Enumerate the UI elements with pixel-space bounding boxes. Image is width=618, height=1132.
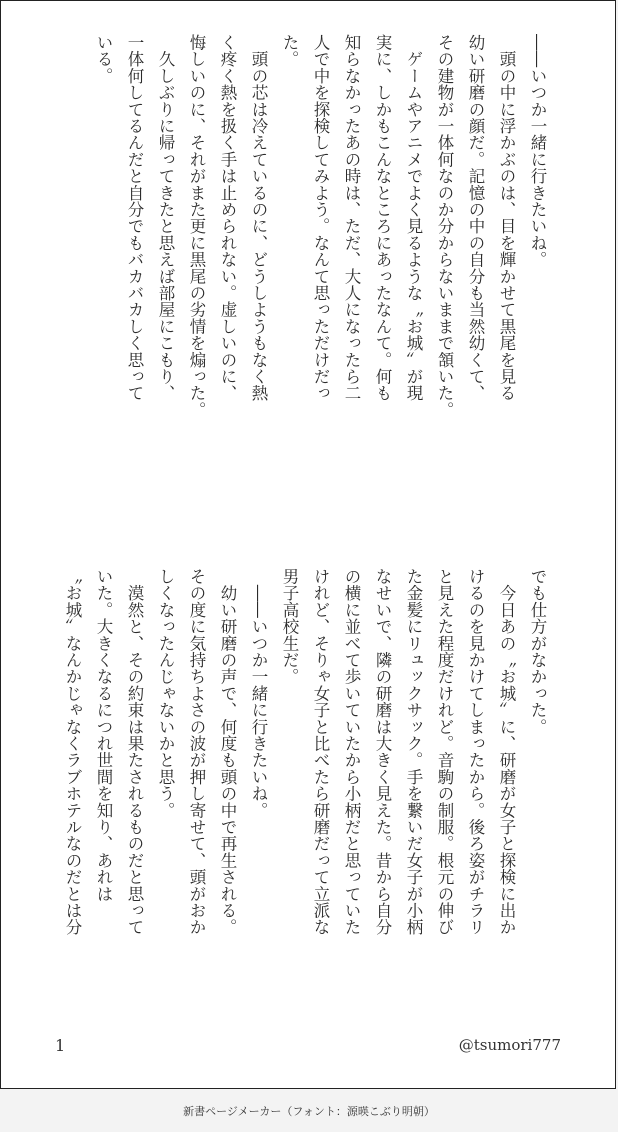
text-line: 人で中を探検してみよう。なんて思っただけだっ — [311, 34, 330, 402]
text-block-lower — [57, 568, 553, 1068]
text-line: 頭の芯は冷えているのに、どうしようもなく熱 — [249, 34, 268, 402]
text-line: 頭の中に浮かぶのは、目を輝かせて黒尾を見る — [497, 34, 516, 402]
text-line: 男子高校生だ。 — [280, 568, 299, 685]
text-line: 一体何してるんだと自分でもバカバカしく思って — [125, 34, 144, 402]
text-line: 悔しいのに、それがまた更に黒尾の劣情を煽った。 — [187, 34, 206, 419]
text-line: ゲームやアニメでよく見るような〝お城〟が現 — [404, 34, 423, 402]
text-line: いた。大きくなるにつれ世間を知り、あれは — [94, 568, 113, 902]
text-line: 久しぶりに帰ってきたと思えば部屋にこもり、 — [156, 34, 175, 402]
text-line: けれど、そりゃ女子と比べたら研磨だって立派な — [311, 568, 330, 936]
author-handle: @tsumori777 — [458, 1036, 561, 1054]
text-line: の横に並べて歩いていたから小柄だと思っていた — [342, 568, 361, 936]
text-line: 〝お城〟なんかじゃなくラブホテルなのだとは分 — [63, 568, 82, 936]
text-line: しくなったんじゃないかと思う。 — [156, 568, 175, 819]
text-line: 知らなかったあの時は、ただ、大人になったら二 — [342, 34, 361, 402]
text-line: 幼い研磨の声で、何度も頭の中で再生される。 — [218, 568, 237, 936]
text-line: けるのを見かけてしまったから。後ろ姿がチラリ — [466, 568, 485, 936]
text-line: なせいで、隣の研磨は大きく見えた。昔から自分 — [373, 568, 392, 936]
footer-credit: 新書ページメーカー（フォント：源暎こぶり明朝） — [183, 1105, 435, 1118]
text-line: た。 — [280, 34, 299, 68]
text-line: ――いつか一緒に行きたいね。 — [528, 34, 547, 268]
text-line: その建物が一体何なのか分からないままで頷いた。 — [435, 34, 454, 419]
text-line: 幼い研磨の顔だ。記憶の中の自分も当然幼くて、 — [466, 34, 485, 402]
text-line: 漠然と、その約束は果たされるものだと思って — [125, 568, 144, 936]
text-line: と見えた程度だけれど。音駒の制服。根元の伸び — [435, 568, 454, 936]
text-block-upper — [88, 34, 553, 534]
text-line: 実に、しかもこんなところにあったなんて。何も — [373, 34, 392, 402]
text-line: ――いつか一緒に行きたいね。 — [249, 568, 268, 819]
text-line: いる。 — [94, 34, 113, 85]
text-line: その度に気持ちよさの波が押し寄せて、頭がおか — [187, 568, 206, 936]
text-line: た金髪にリュックサック。手を繋いだ女子が小柄 — [404, 568, 423, 936]
text-line: く疼く熱を扱く手は止められない。虚しいのに、 — [218, 34, 237, 402]
page-number: 1 — [55, 1036, 66, 1055]
text-line: でも仕方がなかった。 — [528, 568, 547, 735]
text-line: 今日あの〝お城〟に、研磨が女子と探検に出か — [497, 568, 516, 936]
